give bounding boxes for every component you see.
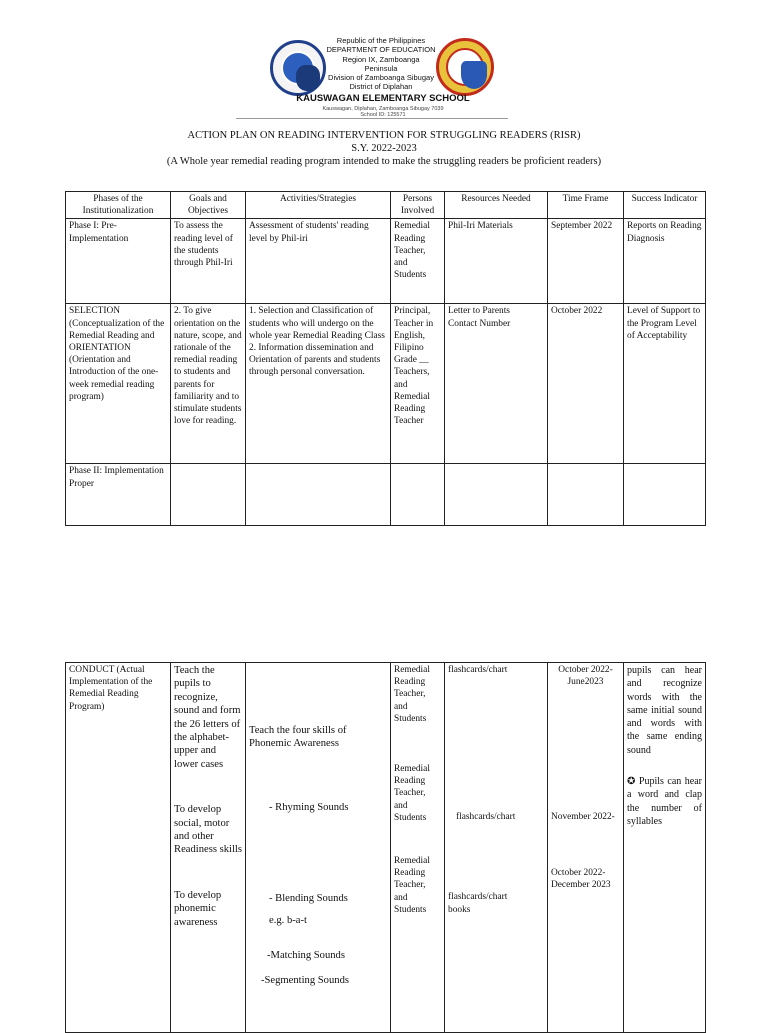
persons-text: Remedial Reading Teacher, and Students [394, 665, 430, 724]
activity-text: 1. Selection and Classification of students who will undergo on the whole year Remedial Reading Class [249, 306, 385, 341]
header-resources: Resources Needed [445, 192, 548, 219]
table-header-row [66, 192, 706, 219]
phase-cell: CONDUCT (Actual Implementation of the Remedial Reading Program) [66, 663, 171, 1033]
school-year: S.Y. 2022-2023 [351, 143, 417, 154]
phase-cell: Phase II: Implementation Proper [66, 464, 171, 526]
activity-cell: Assessment of students' reading level by Phil-iri [246, 219, 391, 304]
indicator-item [627, 775, 702, 828]
goal-cell [171, 464, 246, 526]
indicator-text: Pupils can hear a word and clap the number of syllables [627, 776, 703, 827]
phase-cell [66, 304, 171, 464]
activity-text: 2. Information dissemination and Orientation of parents and students through personal conversation. [249, 343, 381, 378]
phase-text: (Conceptualization of the Remedial Reading and [69, 318, 165, 341]
goal-text: Teach the pupils to recognize, sound and form the 26 letters of the alphabet- upper and lower cases [174, 665, 241, 770]
bullet-icon: ✪ [627, 776, 636, 788]
document-subtitle: (A Whole year remedial reading program intended to make the struggling readers be proficient readers) [166, 156, 602, 167]
letterhead-line: DEPARTMENT OF EDUCATION [326, 45, 436, 55]
success-indicator-cell [624, 663, 706, 1033]
activity-cell [246, 304, 391, 464]
activity-text: - Blending Sounds [269, 893, 348, 905]
table-row [66, 219, 706, 304]
school-name: KAUSWAGAN ELEMENTARY SCHOOL [296, 93, 470, 104]
success-indicator-cell [624, 464, 706, 526]
goal-text: To develop phonemic awareness [174, 889, 222, 928]
resources-cell: Phil-Iri Materials [445, 219, 548, 304]
persons-text: Remedial Reading Teacher, and Students [394, 764, 430, 823]
activity-cell [246, 663, 391, 1033]
activity-text: - Rhyming Sounds [269, 801, 349, 813]
activity-text: -Segmenting Sounds [261, 975, 349, 987]
persons-cell [391, 663, 445, 1033]
success-indicator-cell: Reports on Reading Diagnosis [624, 219, 706, 304]
time-frame-text: October 2022- December 2023 [551, 867, 611, 890]
activity-example: e.g. b-a-t [269, 914, 307, 926]
indicator-text: pupils can hear and recognize words with the same initial sound and words with the same ending sound [627, 665, 702, 756]
activity-cell [246, 464, 391, 526]
deped-seal-logo [270, 40, 326, 96]
resource-text: Contact Number [448, 318, 511, 329]
header-time-frame: Time Frame [548, 192, 624, 219]
header-phases: Phases of the Institutionalization [66, 192, 171, 219]
resource-text: flashcards/chart [448, 892, 508, 903]
resource-text: flashcards/chart [448, 665, 508, 675]
resource-text: books [448, 904, 471, 915]
goal-text: To develop social, motor and other Readiness skills [174, 804, 242, 856]
activity-text: Teach the four skills of Phonemic Awareness [249, 725, 347, 750]
resources-cell [445, 464, 548, 526]
persons-cell: Principal, Teacher in English, Filipino Grade __ Teachers, and Remedial Reading Teacher [391, 304, 445, 464]
school-address: Kauswagan, Diplahan, Zamboanga Sibugay 7039 [322, 106, 444, 112]
header-activities: Activities/Strategies [246, 192, 391, 219]
persons-text: Remedial Reading Teacher, and Students [394, 856, 430, 915]
header-persons: Persons Involved [391, 192, 445, 219]
resource-text: flashcards/chart [456, 812, 516, 823]
table-row [66, 464, 706, 526]
letterhead-line: Division of Zamboanga Sibugay [328, 73, 434, 83]
phase-heading: ORIENTATION [69, 343, 131, 354]
table-row [66, 304, 706, 464]
school-seal-logo [436, 38, 494, 96]
letterhead-agency-block [326, 36, 436, 92]
phase-cell: Phase I: Pre-Implementation [66, 219, 171, 304]
time-frame-cell: September 2022 [548, 219, 624, 304]
persons-cell: Remedial Reading Teacher, and Students [391, 219, 445, 304]
letterhead-line: Region IX, Zamboanga Peninsula [342, 54, 420, 73]
school-id: School ID: 125571 [360, 112, 406, 118]
resource-text: Letter to Parents [448, 306, 510, 317]
goal-cell: 2. To give orientation on the nature, scope, and rationale of the remedial reading to students and parents for familiarity and to stimulate students love for reading. [171, 304, 246, 464]
action-plan-table-1 [65, 191, 706, 526]
persons-cell [391, 464, 445, 526]
resources-cell [445, 304, 548, 464]
activity-text: -Matching Sounds [267, 950, 345, 962]
header-goals: Goals and Objectives [171, 192, 246, 219]
phase-heading: SELECTION [69, 306, 121, 317]
time-frame-text: October 2022-June2023 [558, 665, 613, 688]
goal-cell: To assess the reading level of the students through Phil-Iri [171, 219, 246, 304]
time-frame-cell: October 2022 [548, 304, 624, 464]
phase-text: (Orientation and Introduction of the one-week remedial reading program) [69, 355, 159, 402]
table-row [66, 663, 706, 1033]
letterhead-divider [236, 118, 508, 119]
letterhead-line: Republic of the Philippines [336, 36, 426, 45]
letterhead-line: District of Diplahan [349, 82, 413, 92]
success-indicator-cell: Level of Support to the Program Level of Acceptability [624, 304, 706, 464]
time-frame-cell [548, 663, 624, 1033]
time-frame-cell [548, 464, 624, 526]
time-frame-text: November 2022- [551, 812, 615, 823]
header-success-indicator: Success Indicator [624, 192, 706, 219]
document-title: ACTION PLAN ON READING INTERVENTION FOR STRUGGLING READERS (RISR) [187, 130, 581, 141]
goal-cell [171, 663, 246, 1033]
action-plan-table-2 [65, 662, 706, 1033]
resources-cell [445, 663, 548, 1033]
